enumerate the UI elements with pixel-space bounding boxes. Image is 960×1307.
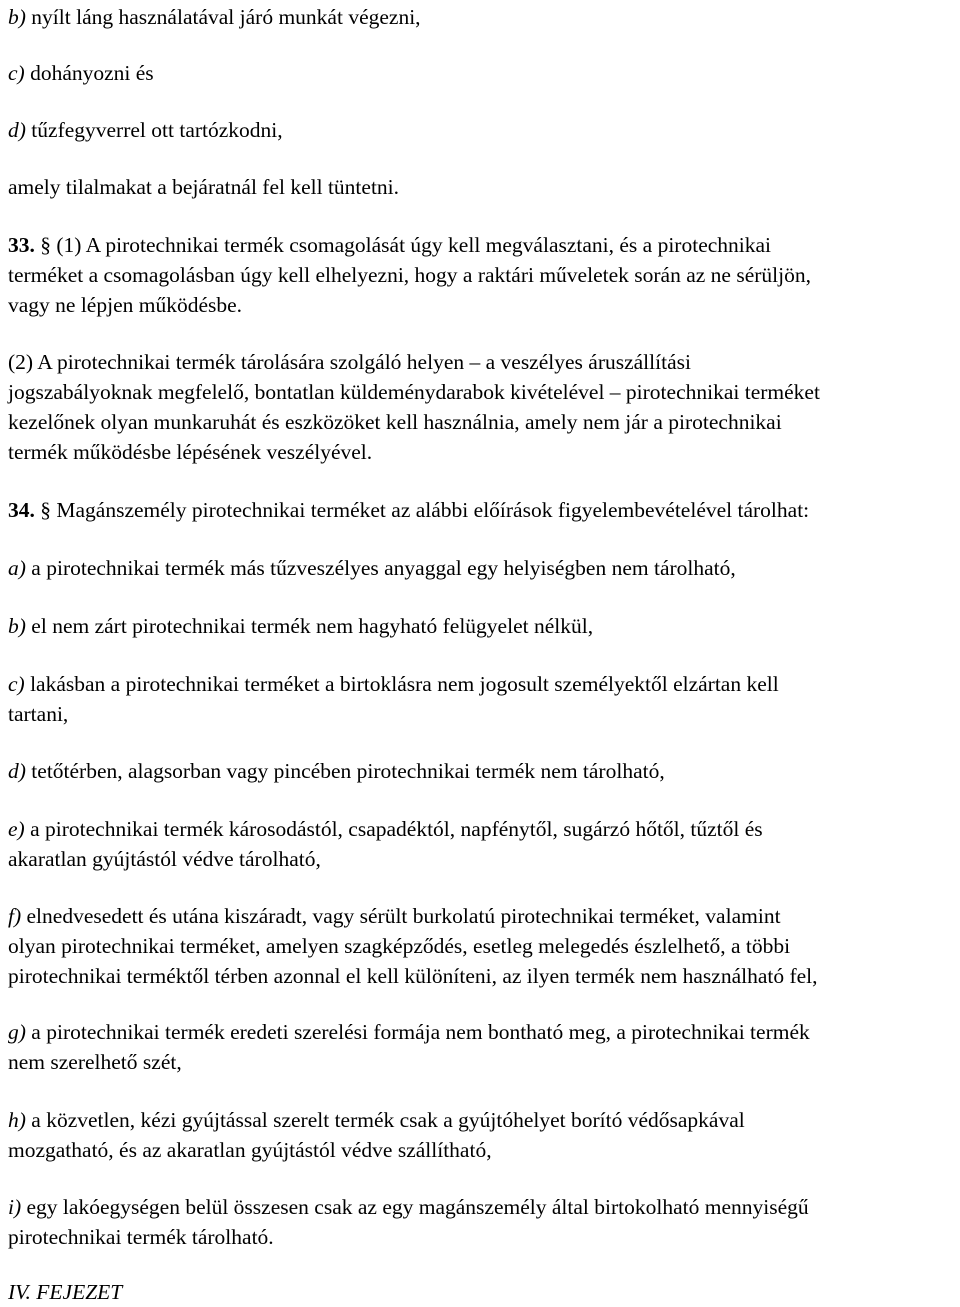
section-sign: § xyxy=(40,498,51,522)
item-marker: i) xyxy=(8,1195,22,1219)
item-marker: a) xyxy=(8,556,26,580)
list-item-h: h) a közvetlen, kézi gyújtással szerelt termék csak a gyújtóhelyet borító védősapkával mozgatható, és az akaratlan gyújtástól védve szállítható, xyxy=(8,1108,745,1162)
list-item-f: f) elnedvesedett és utána kiszáradt, vagy sérült burkolatú pirotechnikai terméket, valamint olyan pirotechnikai terméket, amelyen szagképződés, esetleg melegedés észlelhető, a többi pirotechnikai terméktől térben azonnal el kell különíteni, az ilyen termék nem használható fel, xyxy=(8,904,818,988)
paragraph-line: kezelőnek olyan munkaruhát és eszközöket kell használnia, amely nem jár a pirotechnikai xyxy=(8,410,782,434)
chapter-heading: IV. FEJEZET xyxy=(8,1280,123,1304)
item-text: tűzfegyverrel ott tartózkodni, xyxy=(25,118,283,142)
item-marker: h) xyxy=(8,1108,26,1132)
list-item-g: g) a pirotechnikai termék eredeti szerelési formája nem bontható meg, a pirotechnikai termék nem szerelhető szét, xyxy=(8,1020,810,1074)
item-marker: e) xyxy=(8,817,25,841)
intro-item-c xyxy=(8,58,154,88)
paragraph-line: 33. § (1) A pirotechnikai termék csomagolását úgy kell megválasztani, és a pirotechnikai xyxy=(8,233,772,257)
list-item-b: b) el nem zárt pirotechnikai termék nem hagyható felügyelet nélkül, xyxy=(8,614,594,638)
list-item-e: e) a pirotechnikai termék károsodástól, csapadéktól, napfénytől, sugárzó hőtől, tűztől és akaratlan gyújtástól védve tárolható, xyxy=(8,817,763,871)
list-item-d: d) tetőtérben, alagsorban vagy pincében pirotechnikai termék nem tárolható, xyxy=(8,759,665,783)
paragraph-line: terméket a csomagolásban úgy kell elhelyezni, hogy a raktári műveletek során az ne sérüljön, xyxy=(8,263,811,287)
list-item-a: a) a pirotechnikai termék más tűzveszélyes anyaggal egy helyiségben nem tárolható, xyxy=(8,556,736,580)
list-item-c: c) lakásban a pirotechnikai terméket a birtoklásra nem jogosult személyektől elzártan kell tartani, xyxy=(8,672,779,726)
section-number: 33. xyxy=(8,233,35,257)
intro-item-d xyxy=(8,115,283,145)
paragraph-line: jogszabályoknak megfelelő, bontatlan küldeménydarabok kivételével – pirotechnikai terméket xyxy=(8,380,820,404)
section-sign: § xyxy=(40,233,51,257)
intro-item-b xyxy=(8,2,421,32)
list-item-i: i) egy lakóegységen belül összesen csak az egy magánszemély által birtokolható mennyiségű pirotechnikai termék tárolható. xyxy=(8,1195,809,1249)
item-marker: c) xyxy=(8,672,25,696)
section-33-paragraph-1 xyxy=(8,230,811,320)
item-marker: d) xyxy=(8,118,26,142)
item-marker: b) xyxy=(8,614,26,638)
item-marker: d) xyxy=(8,759,26,783)
paragraph-line: vagy ne lépjen működésbe. xyxy=(8,293,243,317)
item-marker: c) xyxy=(8,61,25,85)
section-34-lead: 34. § Magánszemély pirotechnikai terméket az alábbi előírások figyelembevételével tárolhat: xyxy=(8,498,810,522)
item-marker: g) xyxy=(8,1020,26,1044)
section-number: 34. xyxy=(8,498,35,522)
intro-tail: amely tilalmakat a bejáratnál fel kell tüntetni. xyxy=(8,175,400,199)
paragraph-line: (2) A pirotechnikai termék tárolására szolgáló helyen – a veszélyes áruszállítási xyxy=(8,350,691,374)
item-text: dohányozni és xyxy=(24,61,154,85)
item-text: nyílt láng használatával járó munkát végezni, xyxy=(25,5,421,29)
paragraph-line: termék működésbe lépésének veszélyével. xyxy=(8,440,373,464)
section-33-paragraph-2 xyxy=(8,347,820,467)
item-marker: b) xyxy=(8,5,26,29)
item-marker: f) xyxy=(8,904,22,928)
